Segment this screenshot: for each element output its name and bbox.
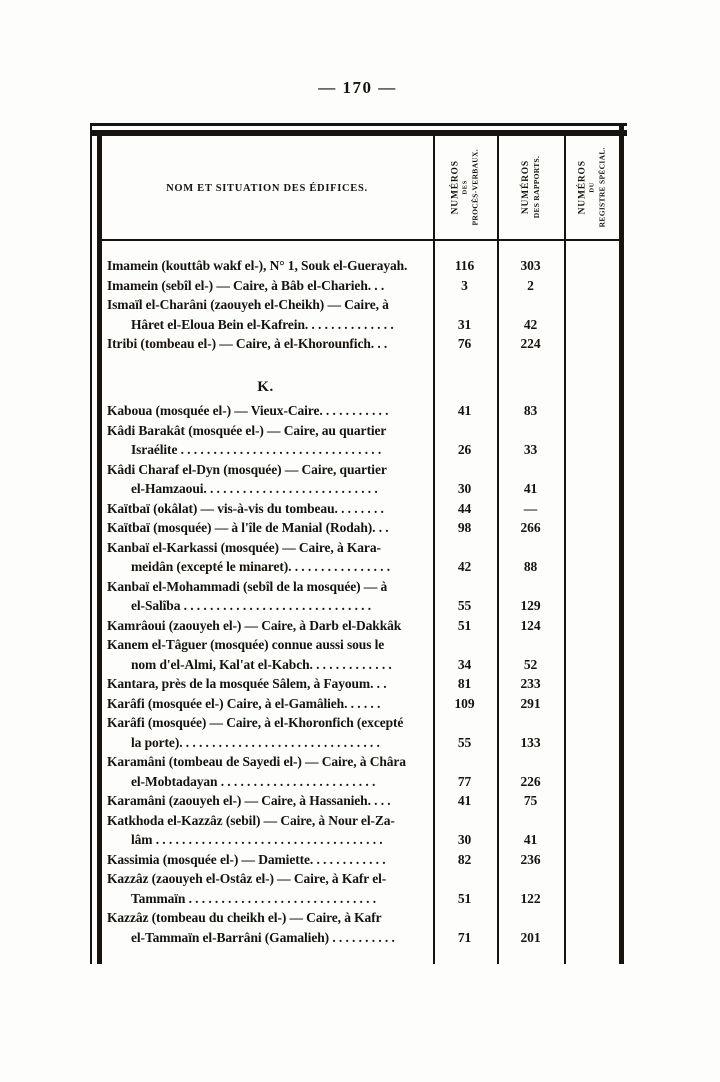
dot-leader: ..........	[332, 929, 399, 945]
rapport-number: 133	[520, 734, 541, 750]
dot-leader: ....	[367, 793, 394, 808]
edifice-name-cell	[99, 713, 432, 752]
rapport-number: —	[523, 500, 538, 516]
edifice-name-cell	[99, 518, 432, 538]
table-row	[99, 577, 620, 616]
edifice-name-line: Kazzâz (zaouyeh el-Ostâz el-) — Caire, à Kafr el-	[107, 871, 387, 886]
edifice-name-cell	[99, 421, 432, 460]
name-text: Imamein (sebîl el-) — Caire, à Bâb el-Charieh	[107, 277, 368, 293]
name-text: Itribi (tombeau el-) — Caire, à el-Khorounfich	[107, 336, 371, 351]
table-row	[99, 334, 620, 354]
table-row	[99, 674, 620, 694]
name-text: el-Mobtadayan	[131, 773, 221, 789]
table-row	[99, 869, 620, 908]
dot-leader: ......	[344, 695, 384, 711]
table-row	[99, 908, 620, 947]
edifice-name-cell	[99, 295, 432, 334]
edifice-name-cell	[99, 850, 432, 870]
rapport-number: 2	[527, 277, 534, 293]
edifice-name-cell	[99, 401, 432, 421]
proces-verbal-number: 30	[457, 832, 472, 847]
edifice-name-line: Kâdi Barakât (mosquée el-) — Caire, au quartier	[107, 422, 387, 438]
name-text: el-Tammaïn el-Barrâni (Gamalieh)	[131, 929, 333, 945]
dot-leader: ........	[334, 500, 388, 516]
table-row	[99, 791, 620, 811]
edifice-name-cell	[99, 694, 432, 714]
name-text: Kassimia (mosquée el-) — Damiette	[107, 851, 310, 867]
rotated-header-text	[577, 132, 608, 242]
proces-verbal-number: 41	[457, 403, 472, 418]
edifice-name-line	[107, 772, 432, 792]
edifice-name-cell	[99, 334, 432, 354]
table-row	[99, 694, 620, 714]
edifice-name-line	[107, 655, 432, 675]
name-text: Kantara, près de la mosquée Sâlem, à Fayoum	[107, 676, 371, 691]
name-column-header: NOM ET SITUATION DES ÉDIFICES.	[166, 182, 368, 194]
edifice-name-line: Kazzâz (tombeau du cheikh el-) — Caire, à Kafr	[107, 910, 382, 925]
table-row	[99, 635, 620, 674]
table-row	[99, 421, 620, 460]
rapport-number: 303	[520, 258, 541, 273]
dot-leader: .............	[309, 656, 395, 672]
rapport-number: 201	[520, 929, 541, 945]
edifice-name-line	[107, 830, 432, 850]
edifice-name-cell	[99, 460, 432, 499]
header-line: NUMÉROS	[520, 159, 531, 215]
edifice-name-line: Kamrâoui (zaouyeh el-) — Caire, à Darb el-Dakkâk	[107, 617, 402, 633]
dot-leader: ........................	[220, 773, 379, 789]
header-line: DU	[589, 181, 597, 193]
proces-verbal-number: 82	[457, 851, 472, 867]
edifice-name-cell	[99, 538, 432, 577]
dot-leader: ...	[367, 277, 388, 293]
edifice-name-cell	[99, 616, 432, 636]
header-line: NUMÉROS	[577, 159, 588, 215]
header-line: DES RAPPORTS.	[532, 155, 542, 219]
name-text: Kaïtbaï (mosquée) — à l'île de Manial (Rodah)	[107, 520, 373, 535]
proces-verbal-number: 44	[457, 500, 472, 516]
table-row	[99, 752, 620, 791]
edifice-name-line	[107, 733, 432, 753]
rapport-number: 129	[520, 598, 541, 613]
proces-verbal-number: 71	[457, 929, 472, 945]
edifice-name-line: Karâfi (mosquée) — Caire, à el-Khoronfich (excepté	[107, 715, 404, 730]
table-row	[99, 295, 620, 334]
rapport-number: 224	[520, 336, 541, 351]
name-text: Kaïtbaï (okâlat) — vis-à-vis du tombeau	[107, 500, 335, 516]
edifice-name-line: Kanbaï el-Mohammadi (sebîl de la mosquée) — à	[107, 578, 388, 594]
rapport-number: 83	[523, 403, 538, 418]
edifice-name-line: Karamâni (tombeau de Sayedi el-) — Caire, à Châra	[107, 754, 406, 769]
rapport-number: 233	[520, 676, 541, 691]
edifice-name-cell	[99, 674, 432, 694]
edifice-name-line: Imamein (kouttâb wakf el-), N° 1, Souk el-Guerayah.	[107, 258, 408, 273]
edifice-name-cell	[99, 256, 432, 276]
header-line: DES	[462, 179, 470, 195]
edifice-name-line	[107, 928, 432, 948]
page-number: — 170 —	[318, 78, 397, 97]
table-row	[99, 401, 620, 421]
table-row	[99, 256, 620, 276]
edifice-name-line	[107, 401, 432, 421]
rapport-number: 33	[523, 442, 538, 457]
rapport-number: 75	[523, 793, 538, 808]
edifice-name-line: Kanbaï el-Karkassi (mosquée) — Caire, à Kara-	[107, 539, 381, 555]
proces-verbal-number: 76	[457, 336, 472, 351]
dot-leader: .............................	[188, 890, 380, 906]
name-text: meidân (excepté le minaret)	[131, 559, 289, 574]
edifice-name-line	[107, 791, 432, 811]
rapport-number: 88	[523, 559, 538, 574]
header-line: REGISTRE SPÉCIAL.	[597, 146, 607, 228]
dot-leader: .............................	[183, 598, 375, 613]
name-text: el-Salîba	[131, 598, 184, 613]
table-border-left-outer	[90, 123, 92, 964]
edifice-name-line	[107, 889, 432, 909]
edifice-name-line: Kâdi Charaf el-Dyn (mosquée) — Caire, quartier	[107, 461, 387, 477]
edifice-name-line	[107, 334, 432, 354]
rapport-number: 266	[520, 520, 541, 535]
table-body	[99, 256, 620, 947]
dot-leader: ...	[370, 336, 391, 351]
table-row	[99, 460, 620, 499]
table-row	[99, 811, 620, 850]
proces-verbal-number: 30	[457, 481, 472, 496]
edifice-name-cell	[99, 869, 432, 908]
name-text: Karâfi (mosquée el-) Caire, à el-Gamâlieh	[107, 695, 345, 711]
name-text: Kaboua (mosquée el-) — Vieux-Caire	[107, 403, 320, 418]
proces-verbal-number: 34	[457, 656, 472, 672]
table-row	[99, 276, 620, 296]
table-row	[99, 616, 620, 636]
rapport-number: 52	[523, 656, 538, 672]
name-text: nom d'el-Almi, Kal'at el-Kabch	[131, 656, 310, 672]
section-heading: K.	[257, 378, 274, 395]
proces-verbal-number: 51	[457, 617, 472, 633]
dot-leader: ............	[309, 851, 389, 867]
table-row	[99, 518, 620, 538]
name-text: lâm	[131, 832, 156, 847]
proces-verbal-number: 116	[454, 258, 475, 273]
edifice-name-cell	[99, 811, 432, 850]
header-line: PROCÈS-VERBAUX.	[470, 148, 480, 226]
dot-leader: ...............................	[180, 442, 385, 457]
rapport-number: 41	[523, 481, 538, 496]
column-header-registre-special	[537, 133, 647, 241]
dot-leader: ................	[288, 559, 394, 574]
table-row	[99, 538, 620, 577]
proces-verbal-number: 3	[461, 277, 468, 293]
rapport-number: 291	[520, 695, 541, 711]
dot-leader: ...........	[319, 403, 392, 418]
proces-verbal-number: 109	[454, 695, 475, 711]
edifice-name-line	[107, 315, 432, 335]
dot-leader: ...............................	[179, 734, 384, 750]
edifice-name-cell	[99, 499, 432, 519]
proces-verbal-number: 55	[457, 598, 472, 613]
edifice-name-cell	[99, 791, 432, 811]
proces-verbal-number: 77	[457, 773, 472, 789]
edifice-name-line	[107, 276, 432, 296]
edifice-name-cell	[99, 276, 432, 296]
header-line: NUMÉROS	[450, 159, 461, 215]
rapport-number: 236	[520, 851, 541, 867]
dot-leader: ...	[370, 676, 390, 691]
edifice-name-line	[107, 850, 432, 870]
edifice-name-cell	[99, 635, 432, 674]
edifice-name-line: Katkhoda el-Kazzâz (sebil) — Caire, à Nour el-Za-	[107, 812, 395, 828]
proces-verbal-number: 81	[457, 676, 472, 691]
edifice-name-line	[107, 440, 432, 460]
table-row	[99, 713, 620, 752]
name-text: Tammaïn	[131, 890, 189, 906]
edifice-name-line	[107, 499, 432, 519]
rapport-number: 226	[520, 773, 541, 789]
edifice-name-line	[107, 557, 432, 577]
edifice-name-cell	[99, 908, 432, 947]
rapport-number: 124	[520, 617, 541, 633]
table-border-top-outer	[90, 123, 627, 126]
proces-verbal-number: 41	[457, 793, 472, 808]
proces-verbal-number: 51	[457, 890, 472, 906]
edifice-name-line: Kanem el-Tâguer (mosquée) connue aussi sous le	[107, 637, 385, 652]
edifice-name-cell	[99, 577, 432, 616]
edifice-name-line	[107, 674, 432, 694]
name-text: Hâret el-Eloua Bein el-Kafrein	[131, 316, 305, 332]
proces-verbal-number: 98	[457, 520, 472, 535]
name-text: el-Hamzaoui	[131, 481, 204, 496]
rapport-number: 41	[523, 832, 538, 847]
table-row	[99, 499, 620, 519]
name-text: la porte)	[131, 734, 180, 750]
proces-verbal-number: 31	[457, 316, 472, 332]
dot-leader: ...................................	[155, 832, 386, 847]
edifice-name-line	[107, 596, 432, 616]
rapport-number: 42	[523, 316, 538, 332]
dot-leader: ..............	[304, 316, 397, 332]
edifice-name-line	[107, 479, 432, 499]
dot-leader: ...........................	[203, 481, 381, 496]
proces-verbal-number: 26	[457, 442, 472, 457]
proces-verbal-number: 42	[457, 559, 472, 574]
edifice-name-line	[107, 518, 432, 538]
name-text: Israélite	[131, 442, 181, 457]
dot-leader: ...	[372, 520, 392, 535]
edifice-name-cell	[99, 752, 432, 791]
table-row	[99, 850, 620, 870]
edifice-name-line: Ismaïl el-Charâni (zaouyeh el-Cheikh) — Caire, à	[107, 297, 389, 312]
proces-verbal-number: 55	[457, 734, 472, 750]
name-text: Karamâni (zaouyeh el-) — Caire, à Hassanieh	[107, 793, 368, 808]
rapport-number: 122	[520, 890, 541, 906]
edifice-name-line	[107, 694, 432, 714]
